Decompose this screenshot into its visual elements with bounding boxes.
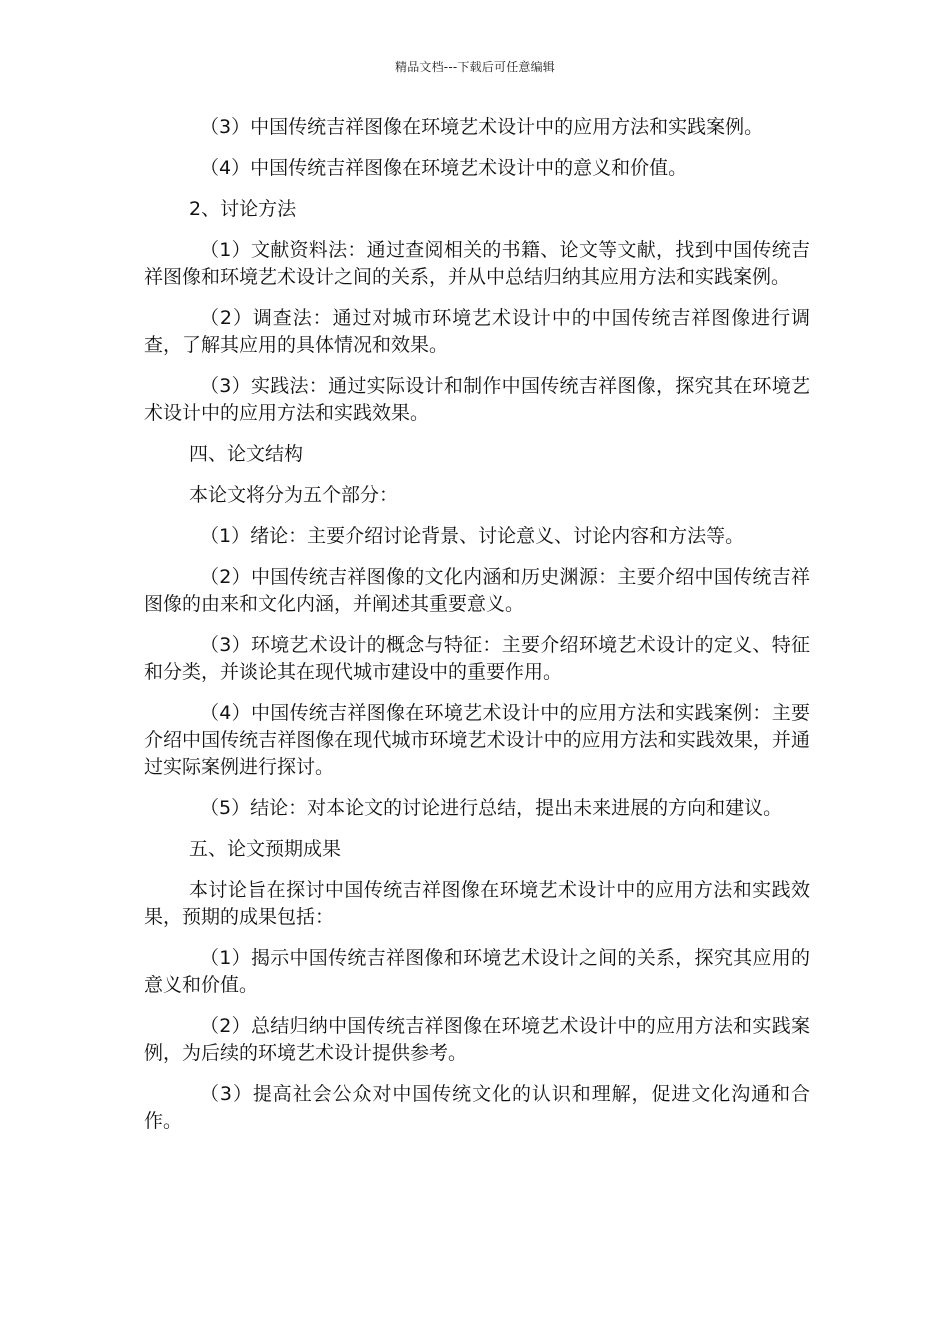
paragraph: （3）提高社会公众对中国传统文化的认识和理解，促进文化沟通和合作。	[144, 1083, 810, 1132]
paragraph: （5）结论：对本论文的讨论进行总结，提出未来进展的方向和建议。	[200, 797, 783, 819]
paragraph: （2）总结归纳中国传统吉祥图像在环境艺术设计中的应用方法和实践案例，为后续的环境艺术设计提供参考。	[144, 1015, 810, 1064]
paragraph: （4）中国传统吉祥图像在环境艺术设计中的应用方法和实践案例：主要介绍中国传统吉祥图像在现代城市环境艺术设计中的应用方法和实践效果，并通过实际案例进行探讨。	[144, 702, 810, 778]
paragraph: （4）中国传统吉祥图像在环境艺术设计中的意义和价值。	[200, 157, 688, 179]
paragraph: 本讨论旨在探讨中国传统吉祥图像在环境艺术设计中的应用方法和实践效果，预期的成果包括：	[144, 879, 810, 928]
page-header: 精品文档---下载后可任意编辑	[395, 60, 555, 74]
paragraph: （3）实践法：通过实际设计和制作中国传统吉祥图像，探究其在环境艺术设计中的应用方法和实践效果。	[144, 375, 810, 424]
section-heading: 五、论文预期成果	[189, 838, 342, 860]
section-heading: 2、讨论方法	[189, 198, 297, 220]
paragraph: （2）调查法：通过对城市环境艺术设计中的中国传统吉祥图像进行调查，了解其应用的具体情况和效果。	[144, 307, 810, 356]
paragraph: （3）环境艺术设计的概念与特征：主要介绍环境艺术设计的定义、特征和分类，并谈论其在现代城市建设中的重要作用。	[144, 634, 810, 683]
paragraph: （2）中国传统吉祥图像的文化内涵和历史渊源：主要介绍中国传统吉祥图像的由来和文化内涵，并阐述其重要意义。	[144, 566, 810, 615]
section-heading: 四、论文结构	[189, 443, 304, 465]
paragraph: （1）文献资料法：通过查阅相关的书籍、论文等文献，找到中国传统吉祥图像和环境艺术设计之间的关系，并从中总结归纳其应用方法和实践案例。	[144, 239, 810, 288]
document-body	[144, 114, 810, 1149]
paragraph: （3）中国传统吉祥图像在环境艺术设计中的应用方法和实践案例。	[200, 116, 764, 138]
paragraph: 本论文将分为五个部分：	[189, 484, 399, 506]
paragraph: （1）揭示中国传统吉祥图像和环境艺术设计之间的关系，探究其应用的意义和价值。	[144, 947, 810, 996]
paragraph: （1）绪论：主要介绍讨论背景、讨论意义、讨论内容和方法等。	[200, 525, 745, 547]
